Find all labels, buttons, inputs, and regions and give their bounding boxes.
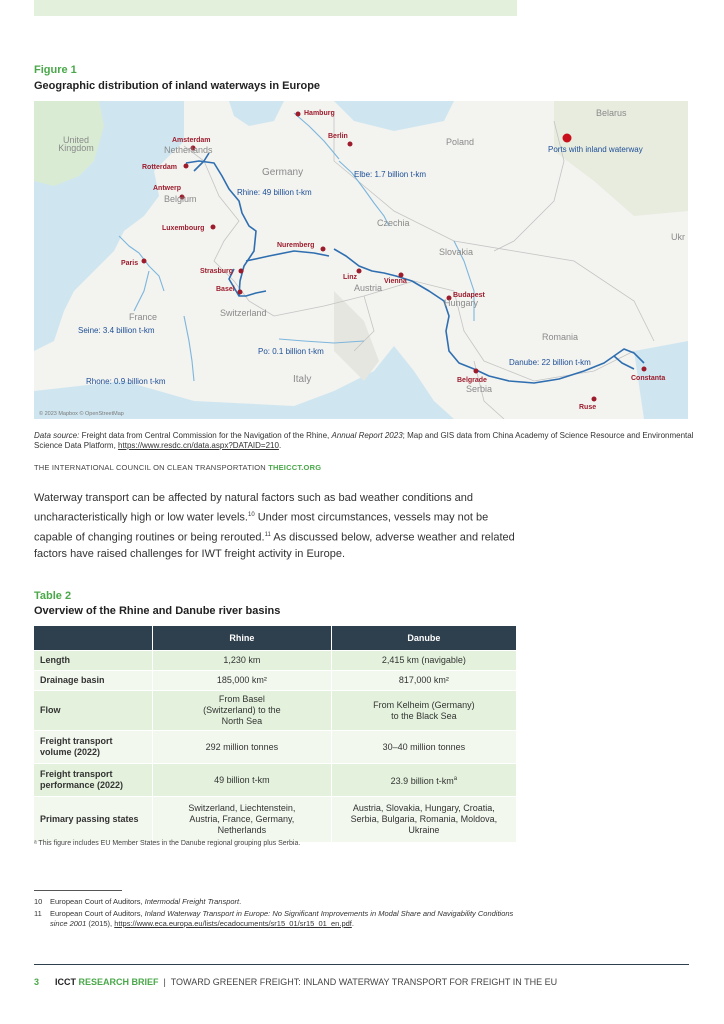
label-serbia: Serbia	[466, 384, 493, 394]
page-number: 3	[34, 977, 40, 987]
caption-prefix: Data source:	[34, 431, 80, 440]
table-row	[34, 651, 517, 671]
rhine-cell: 49 billion t-km	[153, 764, 332, 797]
footnote-number: 10	[34, 897, 43, 906]
footnote-post: .	[239, 897, 242, 906]
label-vienna: Vienna	[384, 278, 407, 285]
footnote-divider	[34, 890, 122, 891]
para-part-2: Under most circumstances, vessels may not be capable of changing routines or being rerouted.	[34, 511, 489, 544]
caption-text-2: ; Map and GIS data from China Academy of Science Resource and Environmental Science Data Platform,	[34, 431, 694, 450]
label-budapest: Budapest	[453, 292, 485, 299]
row-header: Primary passing states	[34, 797, 153, 842]
label-hamburg: Hamburg	[304, 110, 335, 117]
table-note: ᵃ This figure includes EU Member States in the Danube regional grouping plus Serbia.	[34, 840, 301, 847]
footnote-ref-10[interactable]: 10	[247, 512, 255, 518]
label-constanta: Constanta	[631, 375, 666, 382]
body-paragraph	[34, 490, 524, 563]
footer-icct: ICCT	[55, 977, 79, 987]
footer-divider	[34, 964, 689, 965]
danube-cell: 30–40 million tonnes	[331, 731, 516, 764]
table-row	[34, 731, 517, 764]
label-strasburg: Strasburg	[200, 268, 234, 275]
danube-note-ref: a	[453, 775, 458, 782]
table-row	[34, 764, 517, 797]
para-part-1: Waterway transport can be affected by natural factors such as bad weather conditions and uncharacteristically high or low water levels.	[34, 492, 474, 524]
legend-ports: Ports with inland waterway	[548, 145, 643, 154]
label-berlin: Berlin	[328, 133, 348, 140]
row-header: Freight transport performance (2022)	[34, 764, 153, 797]
label-czechia: Czechia	[377, 218, 410, 228]
footnote-link[interactable]: https://www.eca.europa.eu/lists/ecadocuments/sr15_01/sr15_01_en.pdf	[114, 919, 352, 928]
para-part-3: As discussed below, adverse weather and related factors have raised challenges for IWT freight activity in Europe.	[34, 531, 515, 561]
table-row	[34, 691, 517, 731]
header-blank	[34, 626, 153, 651]
header-danube: Danube	[331, 626, 516, 651]
table-title: Overview of the Rhine and Danube river basins	[34, 605, 281, 617]
map-copyright: © 2023 Mapbox © OpenStreetMap	[39, 411, 124, 417]
footer-title: | TOWARD GREENER FREIGHT: INLAND WATERWAY TRANSPORT FOR FREIGHT IN THE EU	[158, 977, 558, 987]
org-site[interactable]: THEICCT.ORG	[268, 463, 322, 472]
label-germany: Germany	[262, 167, 304, 178]
caption-link[interactable]: https://www.resdc.cn/data.aspx?DATAID=210	[118, 441, 279, 450]
label-ruse: Ruse	[579, 404, 597, 411]
row-header: Flow	[34, 691, 153, 731]
footnote-end: .	[351, 919, 354, 928]
footnote-ref-11[interactable]: 11	[264, 531, 271, 538]
top-band	[34, 0, 517, 16]
footnote-title: Intermodal Freight Transport	[144, 897, 240, 906]
footnote-pre: European Court of Auditors,	[50, 909, 145, 918]
label-ukraine: Ukr	[671, 232, 685, 242]
label-slovakia: Slovakia	[439, 247, 474, 257]
label-luxembourg: Luxembourg	[162, 225, 205, 232]
table-header-row	[34, 626, 517, 651]
label-rhine: Rhine: 49 billion t-km	[237, 188, 312, 197]
label-seine: Seine: 3.4 billion t-km	[78, 326, 155, 335]
footnote-number: 11	[34, 909, 42, 918]
footer-research-brief: RESEARCH BRIEF	[78, 977, 159, 987]
label-netherlands: Netherlands	[164, 145, 213, 155]
footnote-text	[50, 909, 520, 929]
header-rhine: Rhine	[153, 626, 332, 651]
row-header: Freight transport volume (2022)	[34, 731, 153, 764]
label-rhone: Rhone: 0.9 billion t-km	[86, 377, 166, 386]
label-poland: Poland	[446, 137, 475, 147]
caption-report: Annual Report 2023	[331, 431, 403, 440]
danube-cell: From Kelheim (Germany) to the Black Sea	[331, 691, 516, 731]
label-switzerland: Switzerland	[220, 308, 267, 318]
label-linz: Linz	[343, 274, 357, 281]
table-row	[34, 797, 517, 842]
rhine-cell: From Basel (Switzerland) to the North Sea	[153, 691, 332, 731]
label-austria: Austria	[354, 283, 383, 293]
figure-title: Geographic distribution of inland waterways in Europe	[34, 80, 321, 92]
label-antwerp: Antwerp	[153, 185, 181, 192]
rhine-cell: 1,230 km	[153, 651, 332, 671]
footnote-pre: European Court of Auditors,	[50, 897, 145, 906]
caption-text-1: Freight data from Central Commission for the Navigation of the Rhine,	[79, 431, 332, 440]
europe-waterways-map	[34, 101, 688, 419]
rhine-cell: 292 million tonnes	[153, 731, 332, 764]
caption-end: .	[278, 441, 282, 450]
label-italy: Italy	[293, 374, 312, 385]
figure-label: Figure 1	[34, 64, 77, 76]
danube-cell: 817,000 km²	[331, 671, 516, 691]
label-france: France	[129, 312, 158, 322]
label-belarus: Belarus	[596, 108, 627, 118]
label-hungary: Hungary	[444, 298, 479, 308]
rhine-danube-table	[34, 626, 517, 842]
label-belgrade: Belgrade	[457, 377, 487, 384]
row-header: Drainage basin	[34, 671, 153, 691]
label-danube: Danube: 22 billion t-km	[509, 358, 591, 367]
label-rotterdam: Rotterdam	[142, 164, 178, 171]
label-united-kingdom: United Kingdom	[58, 135, 94, 153]
footnote-post: (2015),	[86, 919, 115, 928]
page-footer	[34, 977, 557, 987]
org-line	[34, 463, 321, 472]
label-paris: Paris	[121, 260, 139, 267]
label-elbe: Elbe: 1.7 billion t-km	[354, 170, 427, 179]
footnote-text	[50, 897, 520, 907]
table-row	[34, 671, 517, 691]
footnote-title: Inland Waterway Transport in Europe: No Significant Improvements in Modal Share and Navigability Conditions since 2001	[50, 909, 514, 928]
label-amsterdam: Amsterdam	[172, 137, 211, 144]
label-romania: Romania	[542, 332, 579, 342]
row-header: Length	[34, 651, 153, 671]
rhine-cell: 185,000 km²	[153, 671, 332, 691]
danube-cell: 2,415 km (navigable)	[331, 651, 516, 671]
figure-caption	[34, 431, 694, 451]
rhine-cell: Switzerland, Liechtenstein, Austria, France, Germany, Netherlands	[153, 797, 332, 842]
danube-cell	[331, 764, 516, 797]
label-belgium: Belgium	[164, 194, 197, 204]
footnote-10	[34, 897, 520, 907]
footnote-11	[34, 909, 520, 929]
danube-value: 23.9 billion t-km	[390, 775, 454, 786]
label-basel: Basel	[216, 286, 235, 293]
label-po: Po: 0.1 billion t-km	[258, 347, 324, 356]
table-label: Table 2	[34, 590, 72, 602]
label-nuremberg: Nuremberg	[277, 242, 315, 249]
danube-cell: Austria, Slovakia, Hungary, Croatia, Serbia, Bulgaria, Romania, Moldova, Ukraine	[331, 797, 516, 842]
org-name: THE INTERNATIONAL COUNCIL ON CLEAN TRANSPORTATION	[34, 463, 269, 472]
